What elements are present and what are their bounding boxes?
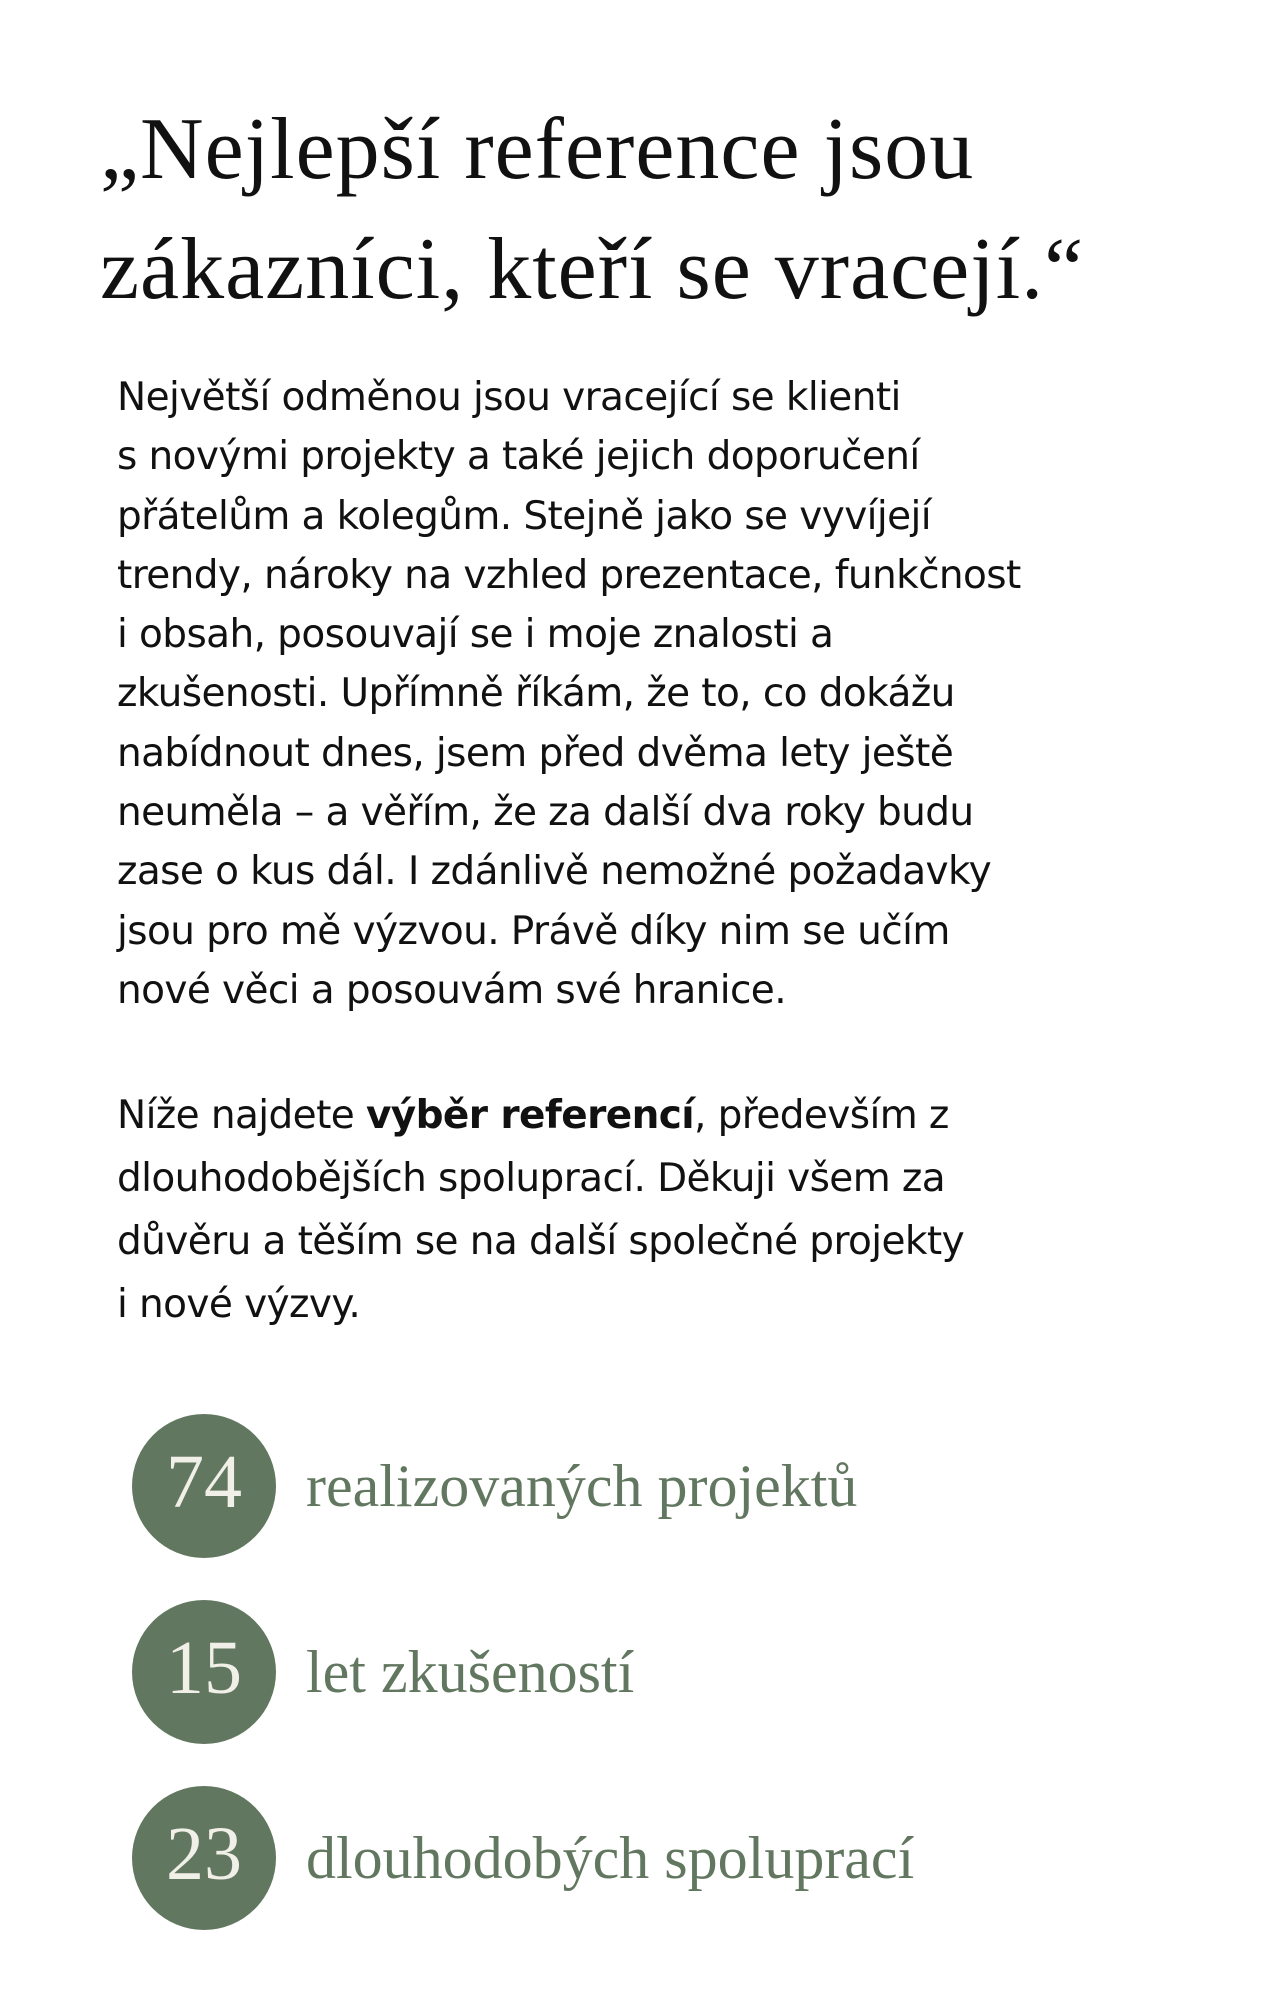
intro-line: Největší odměnou jsou vracející se klienti [117, 375, 901, 420]
intro-line: nabídnout dnes, jsem před dvěma lety ještě [117, 730, 954, 776]
stat-years [132, 1600, 634, 1744]
stat-label: realizovaných projektů [306, 1452, 858, 1519]
intro-line: s novými projekty a také jejich doporučení [117, 434, 920, 480]
intro-line: i obsah, posouvají se i moje znalosti a [117, 612, 834, 658]
intro-line: přátelům a kolegům. Stejně jako se vyvíjejí [117, 493, 932, 539]
references-paragraph [117, 1084, 964, 1336]
stat-value-badge: 23 [132, 1786, 276, 1930]
intro-line: zase o kus dál. I zdánlivě nemožné požadavky [117, 849, 992, 895]
references-line: důvěru a těším se na další společné projekty [117, 1219, 965, 1264]
stat-label: dlouhodobých spoluprací [306, 1824, 915, 1891]
intro-line: nové věci a posouvám své hranice. [117, 967, 787, 1013]
references-line [117, 1084, 964, 1147]
stat-label: let zkušeností [306, 1638, 635, 1705]
page-title-line: „Nejlepší reference jsou [100, 101, 975, 198]
references-emphasis: výběr referencí [365, 1093, 695, 1138]
intro-line: trendy, nároky na vzhled prezentace, funkčnost [117, 552, 1021, 598]
references-text: , především z [694, 1093, 949, 1138]
intro-line: zkušenosti. Upřímně říkám, že to, co dokážu [117, 671, 955, 717]
stat-value-badge: 15 [132, 1600, 276, 1744]
stat-collaborations [132, 1786, 914, 1930]
page-title-line: zákazníci, kteří se vracejí.“ [100, 221, 1085, 318]
intro-line: neuměla – a věřím, že za další dva roky budu [117, 790, 974, 836]
stat-projects [132, 1414, 857, 1558]
references-text: Níže najdete [117, 1093, 366, 1138]
intro-paragraph [117, 368, 1021, 1020]
references-line: dlouhodobějších spoluprací. Děkuji všem za [117, 1156, 946, 1201]
page-title [100, 90, 1084, 330]
intro-line: jsou pro mě výzvou. Právě díky nim se učím [117, 908, 950, 954]
references-line: i nové výzvy. [117, 1282, 361, 1327]
stat-value-badge: 74 [132, 1414, 276, 1558]
